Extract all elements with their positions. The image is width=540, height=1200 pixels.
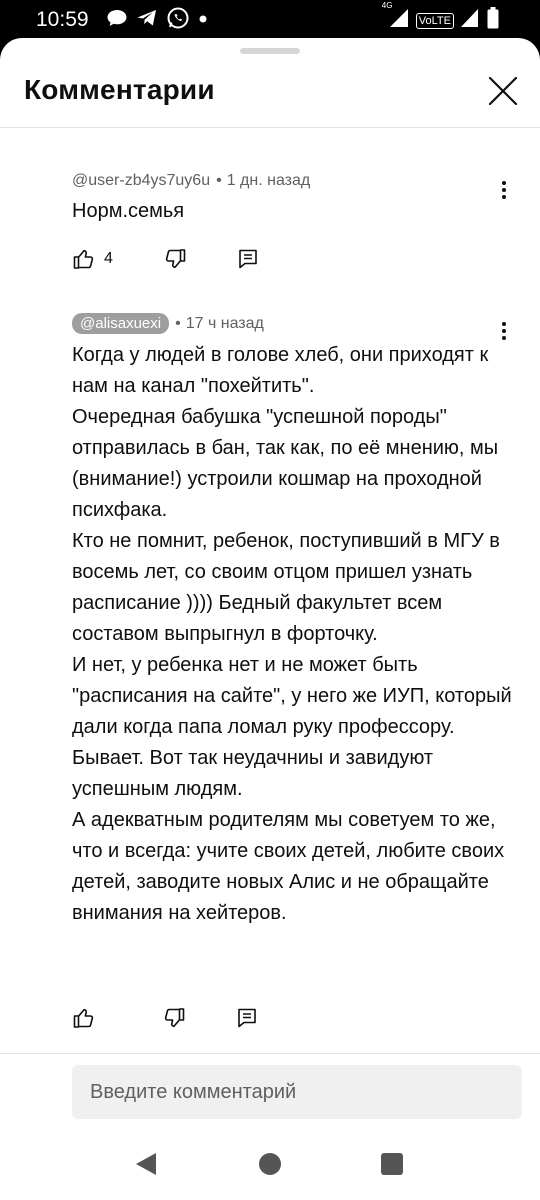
close-icon <box>488 76 518 106</box>
comment-meta <box>72 172 310 190</box>
comment-actions <box>72 1004 258 1032</box>
comment-paragraph: Когда у людей в голове хлеб, они приходят к нам на канал "похейтить". <box>72 344 489 397</box>
comment-input[interactable]: Введите комментарий <box>72 1065 522 1119</box>
dislike-button[interactable] <box>162 1006 186 1030</box>
comment-paragraph: Очередная бабушка "успешной породы" отправилась в бан, так как, по её мнению, мы (внимание!) устроили кошмар на проходной психфака. <box>72 406 499 521</box>
nav-back-button[interactable] <box>134 1152 158 1181</box>
telegram-icon <box>136 8 158 33</box>
comment-actions <box>72 245 259 273</box>
nav-home-button[interactable] <box>259 1153 281 1175</box>
comment-time: 17 ч назад <box>185 314 264 332</box>
comment-meta <box>72 313 264 334</box>
network-type-label: 4G <box>381 0 393 10</box>
thumb-down-icon <box>163 247 187 271</box>
comments-sheet <box>0 38 540 1200</box>
whatsapp-icon <box>166 6 190 35</box>
comment-paragraph: А адекватным родителям мы советуем то же, что и всегда: учите своих детей, любите своих детей, заводите новых Алис и не обращайте внимания на хейтеров. <box>72 809 505 924</box>
meta-separator: • <box>175 314 181 332</box>
reply-button[interactable] <box>237 248 259 270</box>
back-triangle-icon <box>134 1152 158 1176</box>
comment-paragraph: И нет, у ребенка нет и не может быть "расписания на сайте", у него же ИУП, который дали когда папа ломал руку профессору. <box>72 654 512 738</box>
status-bar <box>0 0 540 40</box>
comment-text <box>72 340 512 929</box>
more-vert-icon-dot <box>502 188 506 192</box>
like-button[interactable] <box>72 1006 104 1030</box>
comment-paragraph: Норм.семья <box>72 200 185 222</box>
dot-icon <box>198 11 208 29</box>
more-vert-icon-dot <box>502 329 506 333</box>
comment-time: 1 дн. назад <box>226 172 311 189</box>
more-vert-icon <box>502 181 506 185</box>
comment-author[interactable]: @user-zb4ys7uy6u <box>72 172 211 189</box>
signal-icon <box>381 0 410 34</box>
page-title: Комментарии <box>24 74 215 105</box>
comment-paragraph: Бывает. Вот так неудачниы и завидуют успешным людям. <box>72 747 434 800</box>
volte-label: VoLTE <box>416 13 454 29</box>
reply-button[interactable] <box>236 1007 258 1029</box>
nav-recents-button[interactable] <box>381 1153 403 1175</box>
drag-handle[interactable] <box>240 48 300 54</box>
meta-separator: • <box>216 172 222 189</box>
comment-paragraph: Кто не помнит, ребенок, поступивший в МГУ в восемь лет, со своим отцом пришел узнать расписание )))) Бедный факультет всем составом выпрыгнул в форточку. <box>72 530 500 645</box>
battery-icon <box>486 6 500 35</box>
system-icons <box>381 0 500 32</box>
notification-icons <box>106 8 208 32</box>
chat-bubble-icon <box>106 8 128 33</box>
reply-icon <box>237 248 259 270</box>
reply-icon <box>236 1007 258 1029</box>
comment-text <box>72 196 512 227</box>
dislike-button[interactable] <box>163 247 187 271</box>
signal-icon <box>460 7 480 34</box>
sheet-header <box>0 62 540 128</box>
navigation-bar <box>0 1128 540 1200</box>
close-button[interactable] <box>488 76 518 106</box>
more-vert-icon <box>502 322 506 326</box>
comment-author-chip[interactable]: @alisaxuexi <box>72 313 169 334</box>
status-time: 10:59 <box>36 8 89 31</box>
input-divider <box>0 1053 540 1054</box>
volte-icon <box>416 11 454 29</box>
thumb-down-icon <box>162 1006 186 1030</box>
thumb-up-icon <box>72 247 96 271</box>
like-count: 4 <box>104 250 113 267</box>
thumb-up-icon <box>72 1006 96 1030</box>
like-button[interactable] <box>72 247 113 271</box>
